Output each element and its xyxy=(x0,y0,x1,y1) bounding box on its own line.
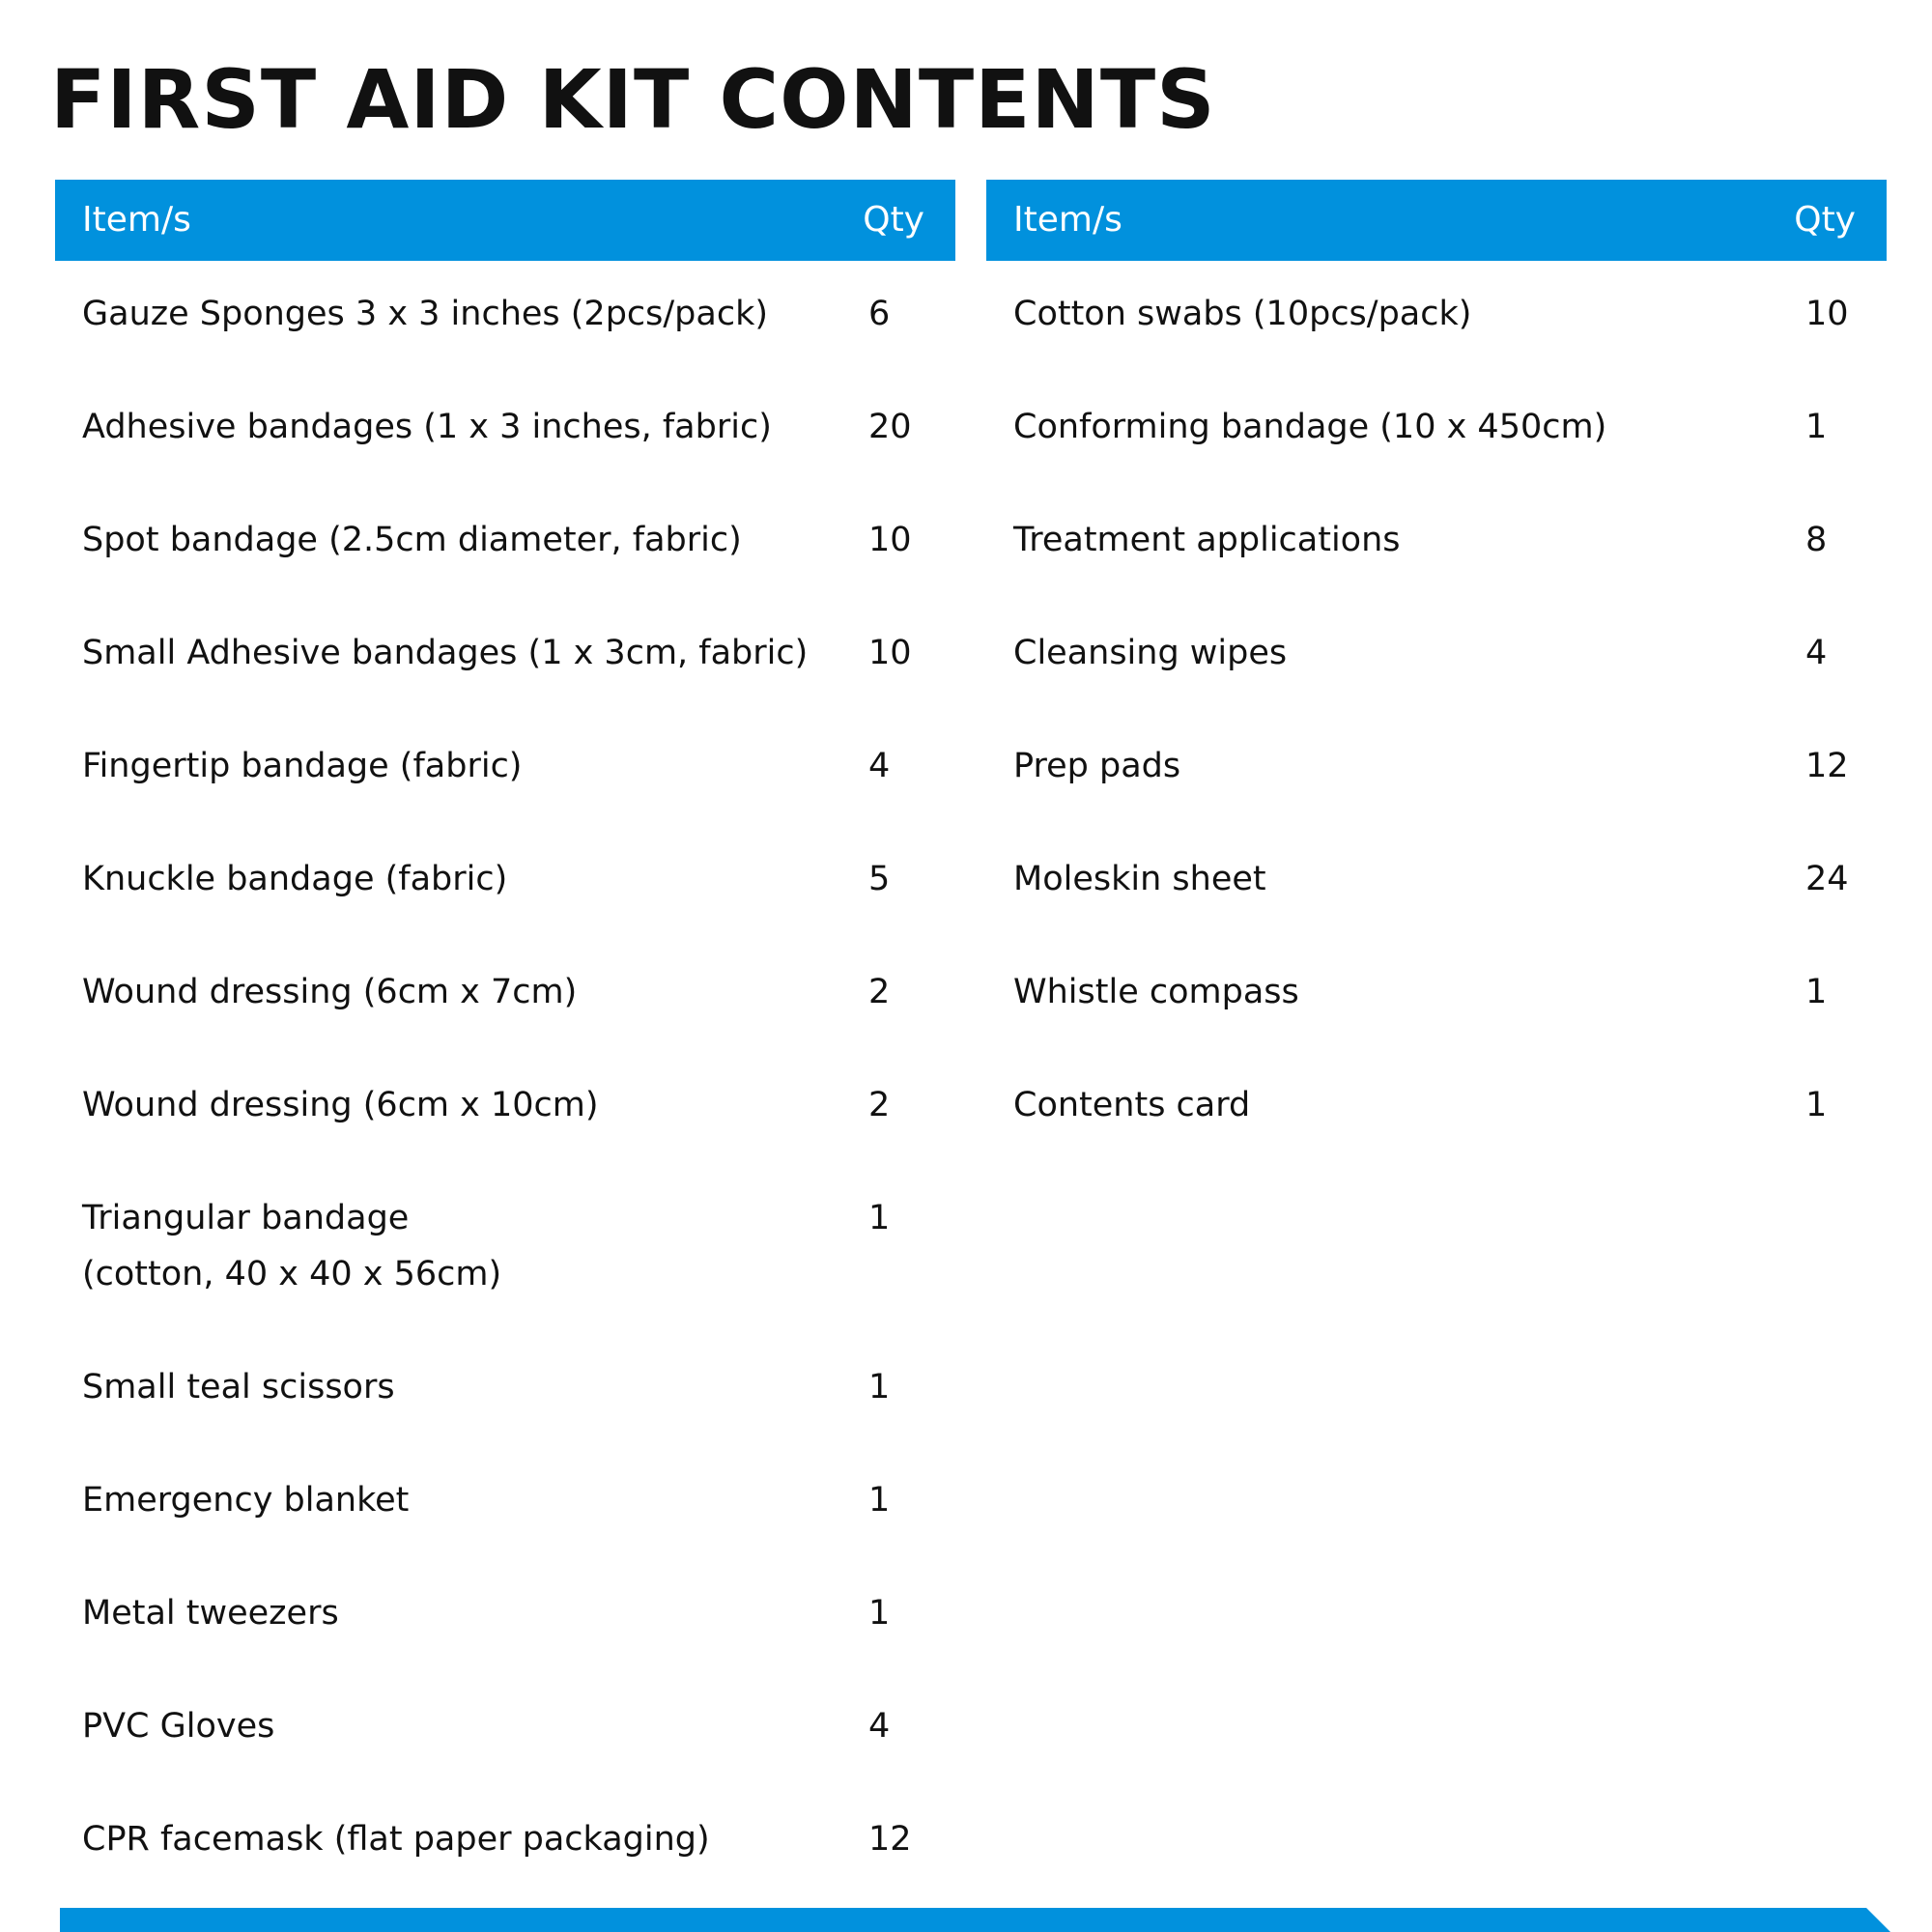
table-row xyxy=(986,826,1887,939)
item-qty: 4 xyxy=(868,747,891,785)
item-name: Fingertip bandage (fabric) xyxy=(82,747,523,785)
page-title: FIRST AID KIT CONTENTS xyxy=(50,52,1216,147)
item-qty: 1 xyxy=(1805,1086,1828,1124)
table-row xyxy=(55,1052,955,1165)
item-name: Gauze Sponges 3 x 3 inches (2pcs/pack) xyxy=(82,295,769,333)
item-name: CPR facemask (flat paper packaging) xyxy=(82,1820,710,1859)
table-row xyxy=(55,1560,955,1673)
table-row xyxy=(55,261,955,374)
item-qty: 1 xyxy=(868,1199,891,1237)
item-name: Small Adhesive bandages (1 x 3cm, fabric) xyxy=(82,634,809,672)
table-row xyxy=(986,487,1887,600)
item-qty: 6 xyxy=(868,295,891,333)
table-row xyxy=(55,487,955,600)
item-qty: 12 xyxy=(1805,747,1849,785)
item-name: Cotton swabs (10pcs/pack) xyxy=(1013,295,1472,333)
item-name: Wound dressing (6cm x 10cm) xyxy=(82,1086,599,1124)
item-qty: 5 xyxy=(868,860,891,898)
item-name: Conforming bandage (10 x 450cm) xyxy=(1013,408,1607,446)
item-qty: 24 xyxy=(1805,860,1849,898)
footer-accent-bar xyxy=(60,1908,1890,1932)
item-name: Treatment applications xyxy=(1013,521,1401,559)
item-qty: 20 xyxy=(868,408,912,446)
item-qty: 1 xyxy=(1805,973,1828,1011)
item-name: Adhesive bandages (1 x 3 inches, fabric) xyxy=(82,408,772,446)
table-row xyxy=(55,1786,955,1899)
header-qty-label: Qty xyxy=(863,200,924,240)
item-name: Spot bandage (2.5cm diameter, fabric) xyxy=(82,521,742,559)
item-name: Contents card xyxy=(1013,1086,1251,1124)
table-row xyxy=(55,826,955,939)
table-row xyxy=(986,939,1887,1052)
table-row xyxy=(55,939,955,1052)
header-qty-label: Qty xyxy=(1794,200,1856,240)
header-item-label: Item/s xyxy=(82,200,191,240)
table-row xyxy=(55,600,955,713)
item-name: Cleansing wipes xyxy=(1013,634,1288,672)
item-qty: 2 xyxy=(868,1086,891,1124)
item-name: PVC Gloves xyxy=(82,1707,275,1746)
table-row xyxy=(986,1052,1887,1165)
item-name: Triangular bandage (cotton, 40 x 40 x 56cm) xyxy=(82,1199,502,1293)
item-name: Moleskin sheet xyxy=(1013,860,1266,898)
table-header xyxy=(55,180,955,261)
item-qty: 1 xyxy=(868,1368,891,1406)
table-row xyxy=(986,600,1887,713)
table-row xyxy=(986,261,1887,374)
item-qty: 4 xyxy=(868,1707,891,1746)
header-item-label: Item/s xyxy=(1013,200,1122,240)
table-row xyxy=(55,1673,955,1786)
table-body xyxy=(986,261,1887,1165)
table-row xyxy=(55,713,955,826)
item-qty: 8 xyxy=(1805,521,1828,559)
table-row xyxy=(55,1447,955,1560)
item-name: Wound dressing (6cm x 7cm) xyxy=(82,973,578,1011)
item-qty: 10 xyxy=(868,634,912,672)
item-name: Metal tweezers xyxy=(82,1594,339,1633)
item-qty: 1 xyxy=(868,1481,891,1520)
item-name: Prep pads xyxy=(1013,747,1181,785)
item-qty: 4 xyxy=(1805,634,1828,672)
table-row xyxy=(986,713,1887,826)
item-qty: 12 xyxy=(868,1820,912,1859)
table-row xyxy=(986,374,1887,487)
table-row xyxy=(55,1165,955,1334)
item-name: Small teal scissors xyxy=(82,1368,395,1406)
item-name: Emergency blanket xyxy=(82,1481,410,1520)
item-name: Knuckle bandage (fabric) xyxy=(82,860,508,898)
table-header xyxy=(986,180,1887,261)
item-qty: 10 xyxy=(868,521,912,559)
contents-table-left xyxy=(55,180,955,1899)
table-row xyxy=(55,1334,955,1447)
contents-table-right xyxy=(986,180,1887,1165)
item-qty: 10 xyxy=(1805,295,1849,333)
item-qty: 2 xyxy=(868,973,891,1011)
item-name: Whistle compass xyxy=(1013,973,1299,1011)
table-body xyxy=(55,261,955,1899)
item-qty: 1 xyxy=(868,1594,891,1633)
table-row xyxy=(55,374,955,487)
item-qty: 1 xyxy=(1805,408,1828,446)
